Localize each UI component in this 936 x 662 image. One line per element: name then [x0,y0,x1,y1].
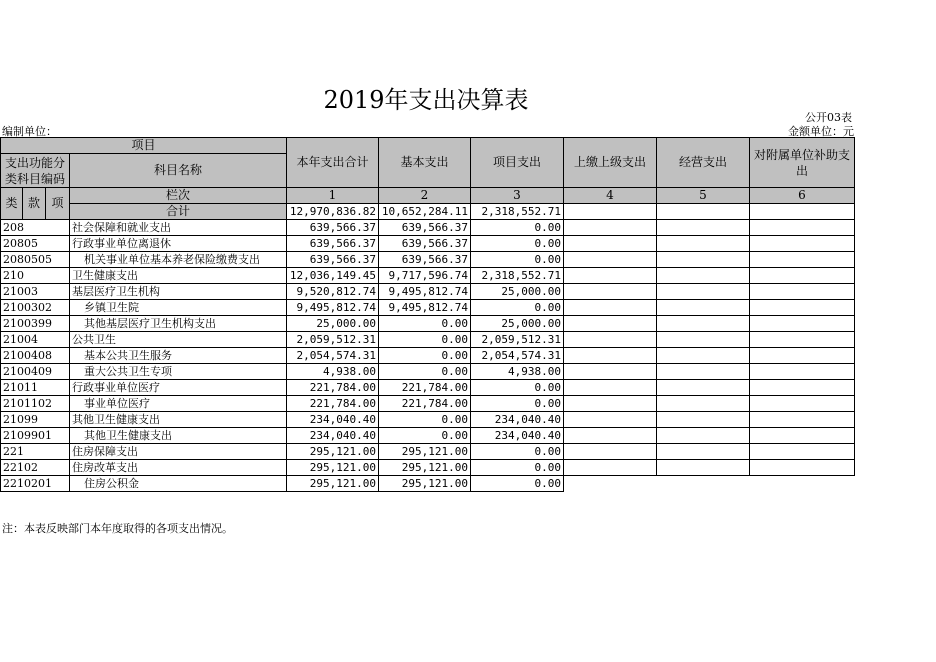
row-total: 2,059,512.31 [287,332,379,348]
row-code: 208 [1,220,70,236]
row-name: 基本公共卫生服务 [70,348,287,364]
row-project: 4,938.00 [471,364,564,380]
row-business [657,348,750,364]
row-upper [564,220,657,236]
header-subsidy: 对附属单位补助支出 [750,138,855,188]
row-name: 住房公积金 [70,476,287,492]
table-row [1,380,855,396]
row-subsidy [750,412,855,428]
row-project: 2,059,512.31 [471,332,564,348]
row-basic: 639,566.37 [379,220,471,236]
row-total: 234,040.40 [287,412,379,428]
row-business [657,284,750,300]
row-upper [564,348,657,364]
row-basic: 295,121.00 [379,460,471,476]
header-business: 经营支出 [657,138,750,188]
row-upper [564,268,657,284]
row-project: 2,054,574.31 [471,348,564,364]
row-subsidy [750,268,855,284]
header-upper: 上缴上级支出 [564,138,657,188]
row-business [657,316,750,332]
table-row [1,412,855,428]
row-name: 公共卫生 [70,332,287,348]
header-kuan: 款 [23,188,46,220]
row-subsidy [750,428,855,444]
row-code: 2210201 [1,476,70,492]
row-name: 乡镇卫生院 [70,300,287,316]
header-basic: 基本支出 [379,138,471,188]
row-upper [564,332,657,348]
header-lanci: 栏次 [70,188,287,204]
row-basic: 0.00 [379,412,471,428]
row-subsidy [750,460,855,476]
row-total: 12,036,149.45 [287,268,379,284]
row-upper [564,316,657,332]
header-project: 项目 [1,138,287,154]
row-total: 295,121.00 [287,476,379,492]
amount-unit-label: 金额单位：元 [788,125,854,138]
row-total: 639,566.37 [287,220,379,236]
row-project: 234,040.40 [471,428,564,444]
row-upper [564,364,657,380]
row-total: 295,121.00 [287,444,379,460]
row-basic: 9,495,812.74 [379,300,471,316]
row-name: 行政事业单位医疗 [70,380,287,396]
row-total: 2,054,574.31 [287,348,379,364]
row-basic: 0.00 [379,364,471,380]
table-row [1,316,855,332]
row-total: 295,121.00 [287,460,379,476]
table-row [1,396,855,412]
row-upper [564,428,657,444]
row-business [657,332,750,348]
row-project: 0.00 [471,380,564,396]
row-code: 21011 [1,380,70,396]
row-total: 25,000.00 [287,316,379,332]
row-basic: 639,566.37 [379,252,471,268]
header-total: 本年支出合计 [287,138,379,188]
row-project: 0.00 [471,252,564,268]
row-name: 基层医疗卫生机构 [70,284,287,300]
page-title: 2019年支出决算表 [323,86,529,114]
table-row [1,428,855,444]
row-total: 234,040.40 [287,428,379,444]
row-project: 0.00 [471,444,564,460]
row-basic: 9,495,812.74 [379,284,471,300]
row-name: 重大公共卫生专项 [70,364,287,380]
row-total: 9,495,812.74 [287,300,379,316]
row-business [657,396,750,412]
row-project: 0.00 [471,300,564,316]
table-row [1,268,855,284]
row-subsidy [750,316,855,332]
row-code: 2100408 [1,348,70,364]
row-upper [564,444,657,460]
row-subsidy [750,300,855,316]
row-name: 其他卫生健康支出 [70,428,287,444]
row-subsidy [750,332,855,348]
sum-label: 合计 [70,204,287,220]
header-lei: 类 [1,188,23,220]
table-note: 注：本表反映部门本年度取得的各项支出情况。 [2,522,233,535]
table-row [1,476,855,492]
table-row [1,364,855,380]
row-code: 20805 [1,236,70,252]
row-business [657,460,750,476]
row-business [657,220,750,236]
row-name: 其他卫生健康支出 [70,412,287,428]
compiling-unit-label: 编制单位： [2,125,57,138]
row-code: 2109901 [1,428,70,444]
row-business [657,428,750,444]
row-project: 0.00 [471,396,564,412]
row-code: 22102 [1,460,70,476]
row-upper [564,300,657,316]
row-name: 其他基层医疗卫生机构支出 [70,316,287,332]
row-business [657,364,750,380]
sum-subsidy [750,204,855,220]
col-index-4: 4 [564,188,657,204]
row-business [657,252,750,268]
table-row [1,444,855,460]
row-code: 210 [1,268,70,284]
row-basic: 221,784.00 [379,396,471,412]
row-code: 2100399 [1,316,70,332]
header-func-code: 支出功能分类科目编码 [1,154,70,188]
row-project: 2,318,552.71 [471,268,564,284]
row-upper [564,396,657,412]
row-total: 9,520,812.74 [287,284,379,300]
row-name: 住房保障支出 [70,444,287,460]
form-number: 公开03表 [805,111,852,124]
table-row [1,348,855,364]
sum-business [657,204,750,220]
row-project: 25,000.00 [471,316,564,332]
row-basic: 0.00 [379,428,471,444]
row-name: 社会保障和就业支出 [70,220,287,236]
row-code: 2080505 [1,252,70,268]
sum-project: 2,318,552.71 [471,204,564,220]
row-code: 2101102 [1,396,70,412]
row-total: 221,784.00 [287,396,379,412]
row-basic: 221,784.00 [379,380,471,396]
row-code: 21004 [1,332,70,348]
row-code: 221 [1,444,70,460]
row-basic: 639,566.37 [379,236,471,252]
header-project-expense: 项目支出 [471,138,564,188]
row-name: 机关事业单位基本养老保险缴费支出 [70,252,287,268]
row-code: 2100302 [1,300,70,316]
row-business [657,236,750,252]
table-row [1,252,855,268]
table-row [1,236,855,252]
row-upper [564,236,657,252]
row-name: 卫生健康支出 [70,268,287,284]
row-name: 行政事业单位离退休 [70,236,287,252]
row-name: 住房改革支出 [70,460,287,476]
table-row [1,460,855,476]
row-upper [564,460,657,476]
row-business [657,300,750,316]
row-total: 221,784.00 [287,380,379,396]
row-business [657,380,750,396]
sum-basic: 10,652,284.11 [379,204,471,220]
row-subsidy [750,364,855,380]
row-basic: 9,717,596.74 [379,268,471,284]
col-index-3: 3 [471,188,564,204]
row-code: 21003 [1,284,70,300]
row-upper [564,284,657,300]
row-upper [564,252,657,268]
row-business [657,268,750,284]
row-business [657,444,750,460]
row-upper [564,412,657,428]
row-project: 0.00 [471,460,564,476]
table-row [1,284,855,300]
col-index-1: 1 [287,188,379,204]
row-subsidy [750,348,855,364]
row-basic: 0.00 [379,316,471,332]
col-index-5: 5 [657,188,750,204]
row-subsidy [750,380,855,396]
row-subsidy [750,396,855,412]
table-row [1,220,855,236]
row-basic: 295,121.00 [379,444,471,460]
row-upper [564,380,657,396]
row-total: 639,566.37 [287,252,379,268]
row-project: 0.00 [471,236,564,252]
row-basic: 0.00 [379,332,471,348]
row-subsidy [750,252,855,268]
row-basic: 295,121.00 [379,476,471,492]
row-code: 2100409 [1,364,70,380]
table-row [1,332,855,348]
col-index-2: 2 [379,188,471,204]
row-total: 639,566.37 [287,236,379,252]
row-basic: 0.00 [379,348,471,364]
header-subject-name: 科目名称 [70,154,287,188]
sum-total: 12,970,836.82 [287,204,379,220]
row-name: 事业单位医疗 [70,396,287,412]
row-subsidy [750,284,855,300]
row-business [657,412,750,428]
row-subsidy [750,236,855,252]
expenditure-table [0,137,855,492]
row-project: 25,000.00 [471,284,564,300]
header-xiang: 项 [46,188,70,220]
row-project: 0.00 [471,220,564,236]
row-subsidy [750,220,855,236]
table-row [1,300,855,316]
row-project: 234,040.40 [471,412,564,428]
sum-upper [564,204,657,220]
col-index-6: 6 [750,188,855,204]
row-subsidy [750,444,855,460]
row-total: 4,938.00 [287,364,379,380]
row-code: 21099 [1,412,70,428]
row-project: 0.00 [471,476,564,492]
